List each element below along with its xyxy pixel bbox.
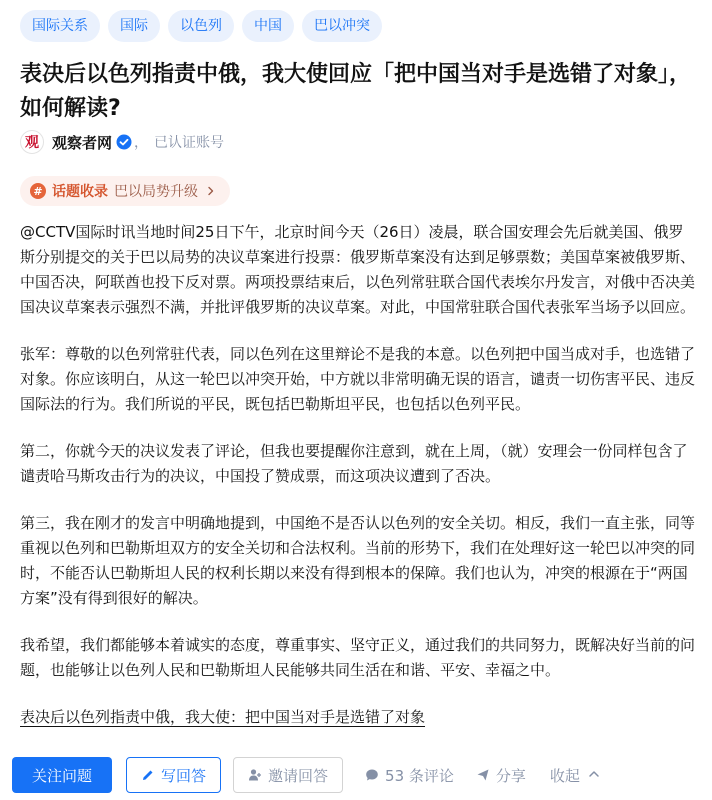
share-button[interactable] (476, 765, 526, 786)
author-separator: ， (134, 135, 149, 151)
hash-icon: # (30, 183, 46, 199)
collection-label: 话题收录 (52, 184, 108, 200)
question-title: 表决后以色列指责中俄，我大使回应「把中国当对手是选错了对象」，如何解读? (20, 62, 692, 121)
share-label: 分享 (495, 766, 526, 785)
question-detail (20, 220, 696, 730)
comment-icon (365, 768, 379, 782)
avatar-logo-char: 观 (25, 135, 39, 151)
verified-badge-icon (116, 134, 132, 150)
topic-tags (20, 10, 382, 42)
topic-tag[interactable]: 国际 (108, 10, 160, 42)
detail-paragraph: 第三，我在刚才的发言中明确地提到，中国绝不是否认以色列的安全关切。相反，我们一直主张，同等重视以色列和巴勒斯坦双方的安全关切和合法权利。当前的形势下，我们在处理好这一轮巴以冲突的同时，不能否认巴勒斯坦人民的权利长期以来没有得到根本的保障。我们也认为，冲突的根源在于“两国方案”没有得到很好的解决。 (20, 514, 696, 607)
detail-paragraph: 我希望，我们都能够本着诚实的态度，尊重事实、坚守正义，通过我们的共同努力，既解决好当前的问题，也能够让以色列人民和巴勒斯坦人民能够共同生活在和谐、平安、幸福之中。 (20, 636, 696, 679)
comments-button[interactable] (365, 765, 454, 786)
author-name[interactable]: 观察者网 (52, 133, 113, 152)
topic-tag[interactable]: 国际关系 (20, 10, 100, 42)
write-answer-button[interactable] (126, 757, 221, 793)
related-article-link[interactable]: 表决后以色列指责中俄，我大使：把中国当对手是选错了对象 (20, 708, 426, 726)
topic-tag[interactable]: 以色列 (168, 10, 234, 42)
collection-topic: 巴以局势升级 (114, 184, 198, 200)
chevron-up-icon (588, 768, 602, 782)
chevron-right-icon (206, 186, 216, 196)
question-action-bar (0, 750, 712, 800)
share-icon (476, 768, 490, 782)
pencil-icon (141, 768, 155, 782)
write-answer-label: 写回答 (161, 766, 207, 785)
detail-paragraph: @CCTV国际时讯当地时间25日下午，北京时间今天（26日）凌晨，联合国安理会先后就美国、俄罗斯分别提交的关于巴以局势的决议草案进行投票：俄罗斯草案没有达到足够票数；美国草案被俄罗斯、中国否决，阿联酋也投下反对票。两项投票结束后，以色列常驻联合国代表埃尔丹发言，对俄中否决美国决议草案表示强烈不满，并批评俄罗斯的决议草案。对此，中国常驻联合国代表张军当场予以回应。 (20, 223, 696, 316)
topic-tag[interactable]: 巴以冲突 (302, 10, 382, 42)
topic-tag[interactable]: 中国 (242, 10, 294, 42)
add-user-icon (248, 768, 262, 782)
comments-count: 53 条评论 (385, 766, 454, 785)
invite-answer-label: 邀请回答 (268, 766, 329, 785)
detail-paragraph: 第二，你就今天的决议发表了评论，但我也要提醒你注意到，就在上周，（就）安理会一份同样包含了谴责哈马斯攻击行为的决议，中国投了赞成票，而这项决议遭到了否决。 (20, 442, 688, 485)
topic-collection-chip[interactable] (20, 176, 230, 206)
follow-question-button[interactable]: 关注问题 (12, 757, 112, 793)
invite-answer-button[interactable] (233, 757, 343, 793)
detail-paragraph: 张军：尊敬的以色列常驻代表，同以色列在这里辩论不是我的本意。以色列把中国当成对手，也选错了对象。你应该明白，从这一轮巴以冲突开始，中方就以非常明确无误的语言，谴责一切伤害平民、违反国际法的行为。我们所说的平民，既包括巴勒斯坦平民，也包括以色列平民。 (20, 345, 696, 413)
collapse-button[interactable] (550, 765, 602, 786)
avatar[interactable] (20, 130, 44, 154)
collapse-label: 收起 (549, 766, 580, 785)
author-status: 已认证账号 (154, 135, 225, 151)
author-info (20, 128, 224, 156)
